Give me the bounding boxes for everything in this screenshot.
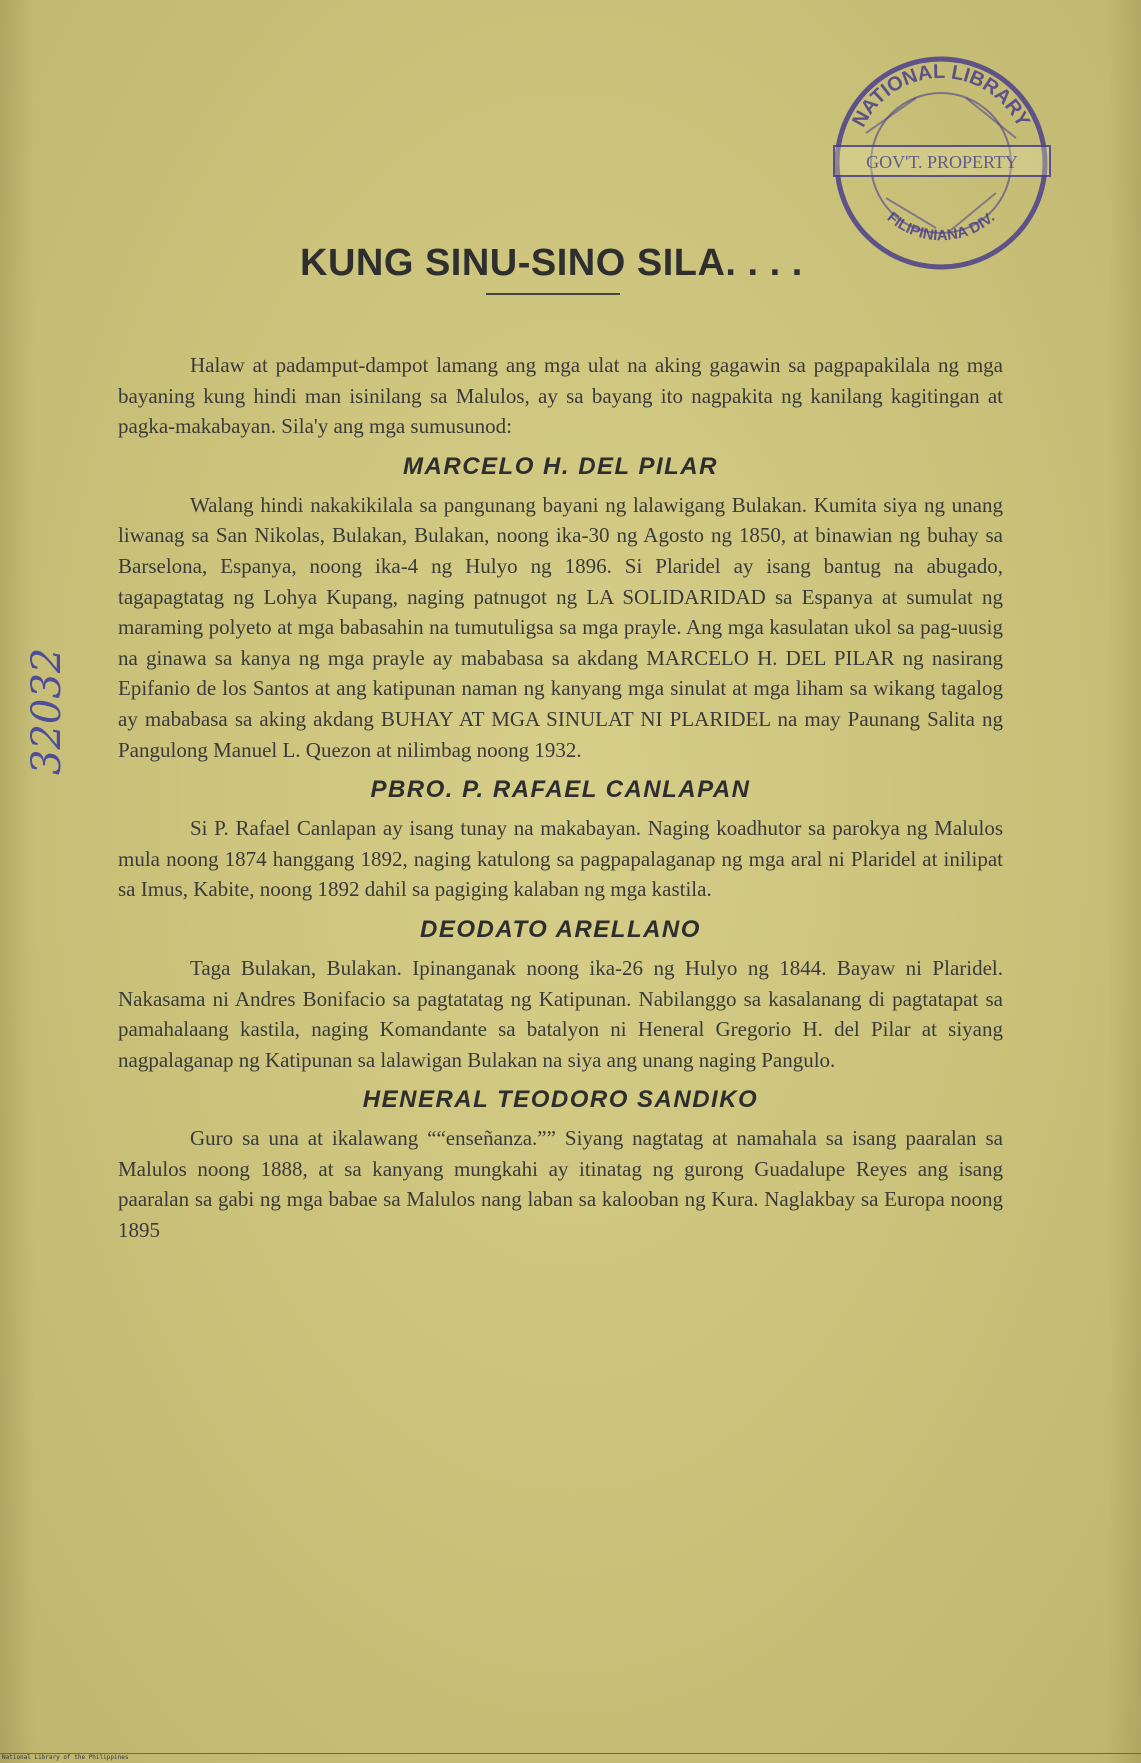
page-title: KUNG SINU-SINO SILA. . . . [300,242,803,284]
section-heading-canlapan: PBRO. P. RAFAEL CANLAPAN [370,776,751,804]
footer-divider [0,1753,1141,1754]
section-text-del-pilar: Walang hindi nakakikilala sa pangunang bayani ng lalawigang Bulakan. Kumita siya ng unang liwanag sa San Nikolas, Bulakan, Bulakan, noong ika-30 ng Agosto ng 1850, at binawian ng buhay sa Barselona, Espanya, noong ika-4 ng Hulyo ng 1896. Si Plaridel ay isang bantug na abugado, tagapagtatag ng Lohya Kupang, naging patnugot ng LA SOLIDARIDAD sa Espanya at sumulat ng maraming polyeto at mga babasahin na tumutuligsa sa mga prayle. Ang mga kasulatan ukol sa pag-uusig na ginawa sa kanya ng mga prayle ay mababasa sa akdang MARCELO H. DEL PILAR ng nasirang Epifanio de los Santos at ang katipunan naman ng kanyang mga sinulat at mga liham sa wikang tagalog ay mababasa sa aking akdang BUHAY AT MGA SINULAT NI PLARIDEL na may Paunang Salita ng Pangulong Manuel L. Quezon at nilimbag noong 1932. [118,492,1003,762]
handwritten-accession-number [16,590,76,780]
body-content [118,350,1003,1246]
section-heading-arellano: DEODATO ARELLANO [420,915,701,943]
stamp-middle-text: GOV'T. PROPERTY [866,152,1018,172]
section-text-canlapan: Si P. Rafael Canlapan ay isang tunay na makabayan. Naging koadhutor sa parokya ng Malulos mula noong 1874 hanggang 1892, naging katulong sa pagpapalaganap ng mga aral ni Plaridel at inilipat sa Imus, Kabite, noong 1892 dahil sa pagiging kalaban ng mga kastila. [118,816,1003,902]
stamp-top-text: NATIONAL LIBRARY [848,60,1034,131]
section-text-arellano: Taga Bulakan, Bulakan. Ipinanganak noong ika-26 ng Hulyo ng 1844. Bayaw ni Plaridel. Nakasama ni Andres Bonifacio sa pagtatatag ng Katipunan. Nabilanggo sa kasalanang di pagtatapat sa pamahalaang kastila, naging Komandante sa batalyon ni Heneral Gregorio H. del Pilar at siyang nagpalaganap ng Katipunan sa lalawigan Bulakan na siya ang unang naging Pangulo. [118,955,1003,1072]
library-stamp-graphic [826,48,1056,278]
margin-note-text: 32032 [24,647,70,775]
intro-paragraph: Halaw at padamput-dampot lamang ang mga ulat na aking gagawin sa pagpapakilala ng mga bayaning kung hindi man isinilang sa Malulos, ay sa bayang ito nagpakita ng kanilang kagitingan at pagka-makabayan. Sila'y ang mga sumusunod: [118,353,1003,439]
svg-text:FILIPINIANA DIV. [884,209,998,244]
title-underline [486,293,620,295]
library-stamp [826,48,1056,278]
section-heading-sandiko: HENERAL TEODORO SANDIKO [362,1086,759,1114]
footer-credit: National Library of the Philippines [2,1754,129,1761]
section-heading-del-pilar: MARCELO H. DEL PILAR [403,452,718,480]
handwritten-accession-number-graphic [16,590,76,780]
stamp-bottom-text: FILIPINIANA DIV. [883,208,999,245]
section-text-sandiko: Guro sa una at ikalawang ““enseñanza.”” Siyang nagtatag at namahala sa isang paaralan sa Malulos noong 1888, at sa kanyang mungkahi ay itinatag ng gurong Guadalupe Reyes ang isang paaralan sa gabi ng mga babae sa Malulos nang laban sa kalooban ng Kura. Naglakbay sa Europa noong 1895 [118,1126,1003,1243]
svg-text:NATIONAL LIBRARY [848,61,1034,131]
